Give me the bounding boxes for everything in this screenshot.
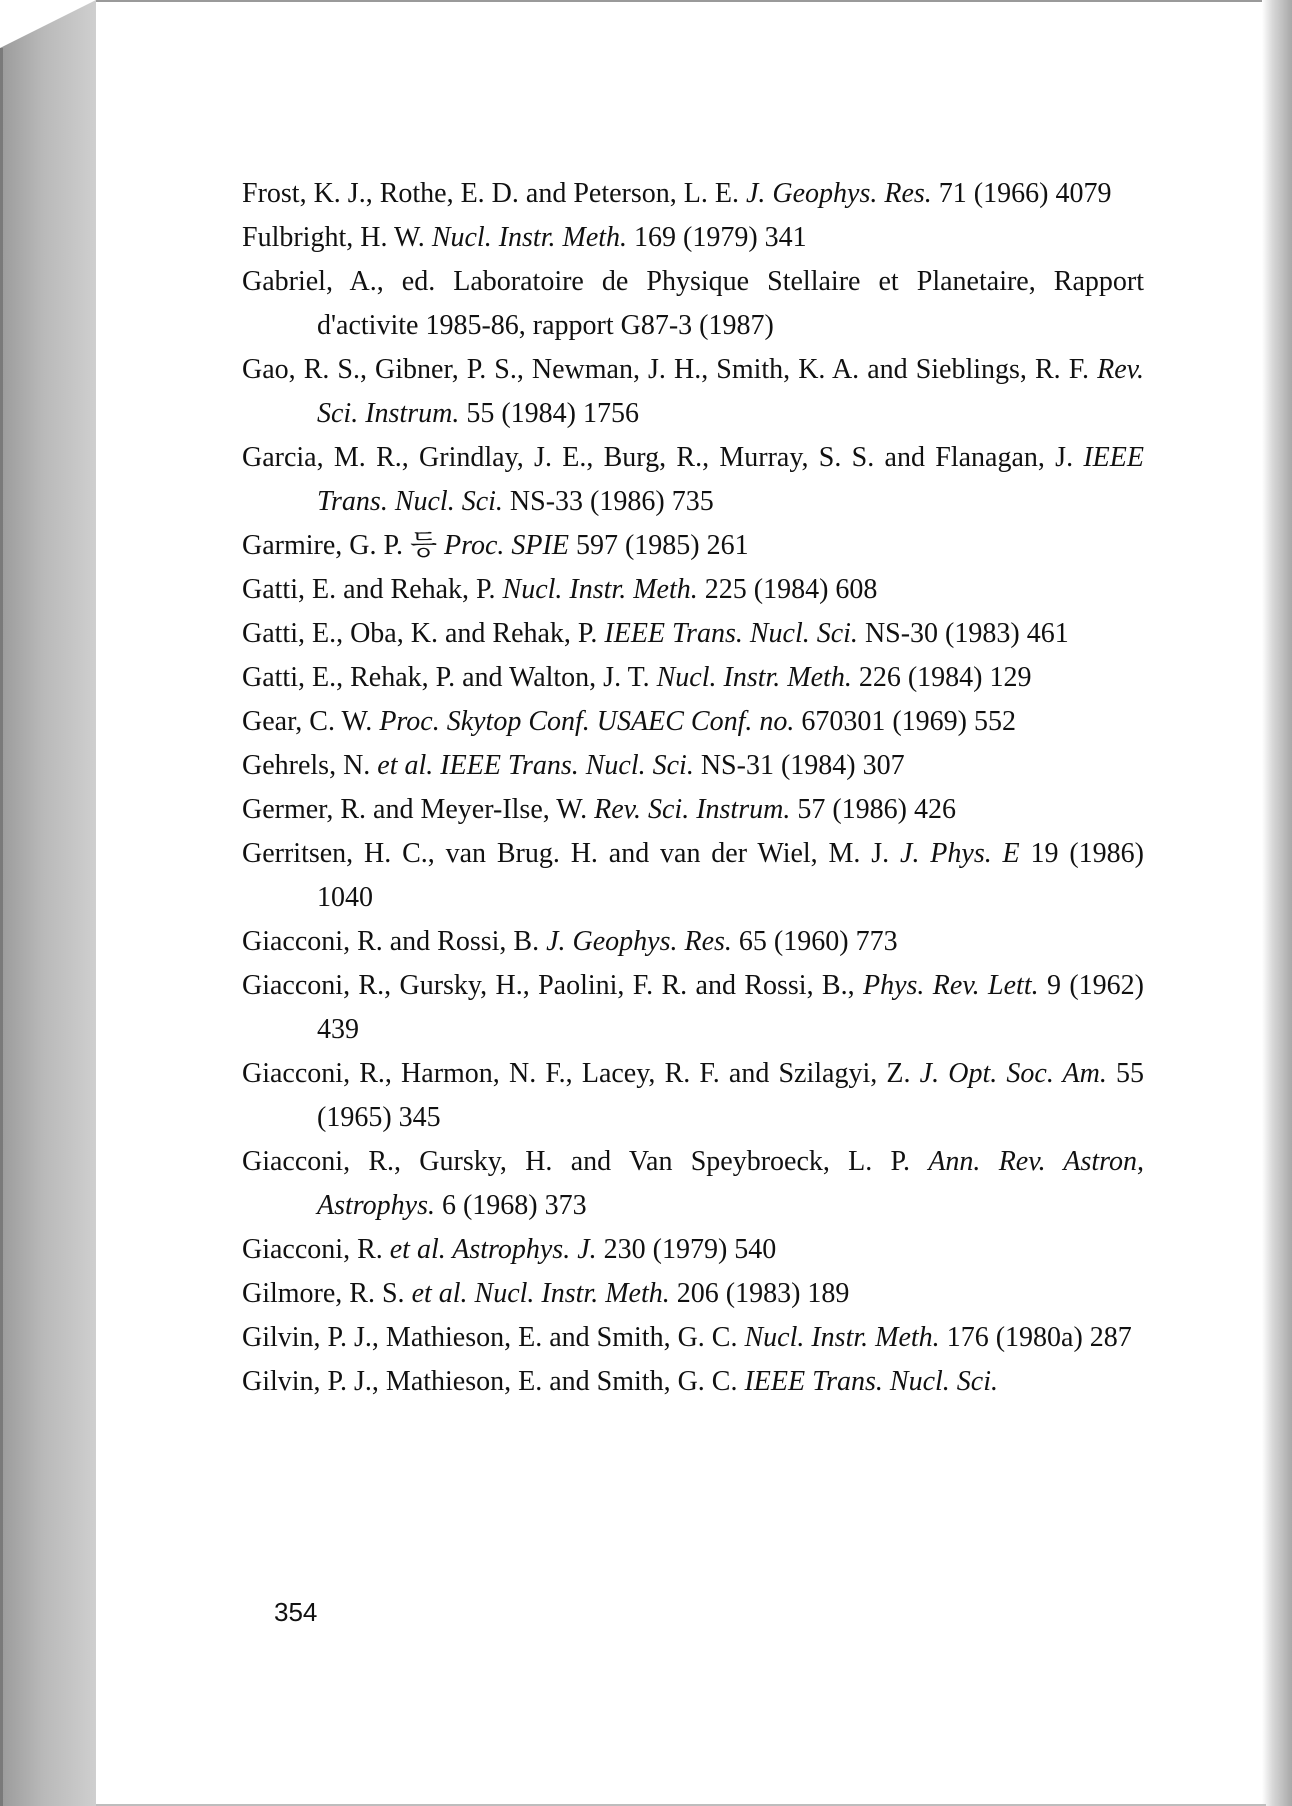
journal-title: Rev. Sci. Instrum. (594, 794, 791, 825)
reference-text: 176 (1980a) 287 (939, 1322, 1132, 1353)
reference-text: 6 (1968) 373 (434, 1190, 587, 1221)
reference-text: Giacconi, R., Gursky, H., Paolini, F. R. and Rossi, B., (242, 970, 863, 1001)
journal-title: Proc. SPIE (444, 530, 569, 561)
journal-title: et al. Astrophys. J. (389, 1234, 597, 1265)
journal-title: IEEE Trans. Nucl. Sci. (317, 442, 1144, 517)
reference-text: 57 (1986) 426 (790, 794, 956, 825)
reference-entry (242, 172, 1144, 216)
reference-entry (242, 700, 1144, 744)
reference-entry (242, 1052, 1144, 1140)
reference-text: Gilmore, R. S. (242, 1278, 412, 1309)
reference-text: Gatti, E., Oba, K. and Rehak, P. (242, 618, 605, 649)
reference-entry (242, 1316, 1144, 1360)
journal-title: J. Opt. Soc. Am. (919, 1058, 1107, 1089)
reference-entry (242, 612, 1144, 656)
reference-entry (242, 568, 1144, 612)
reference-text: Gilvin, P. J., Mathieson, E. and Smith, G. C. (242, 1366, 745, 1397)
reference-entry (242, 1360, 1144, 1404)
page-top-edge (96, 0, 1266, 2)
reference-entry (242, 656, 1144, 700)
reference-text: 55 (1965) 345 (317, 1058, 1144, 1133)
reference-entry (242, 920, 1144, 964)
journal-title: Phys. Rev. Lett. (862, 970, 1039, 1001)
reference-text: 206 (1983) 189 (669, 1278, 850, 1309)
reference-text: NS-31 (1984) 307 (693, 750, 905, 781)
reference-text: Gerritsen, H. C., van Brug. H. and van der Wiel, M. J. (242, 838, 901, 869)
reference-text: Giacconi, R., Gursky, H. and Van Speybroeck, L. P. (242, 1146, 929, 1177)
reference-text: Fulbright, H. W. (242, 222, 432, 253)
reference-entry (242, 744, 1144, 788)
reference-entry (242, 216, 1144, 260)
reference-list (242, 172, 1144, 1404)
journal-title: J. Geophys. Res. (546, 926, 732, 957)
journal-title: J. Phys. E (900, 838, 1020, 869)
journal-title: et al. IEEE Trans. Nucl. Sci. (377, 750, 694, 781)
journal-title: Nucl. Instr. Meth. (431, 222, 628, 253)
reference-text: Frost, K. J., Rothe, E. D. and Peterson, L. E. (242, 178, 746, 209)
reference-text: Gehrels, N. (242, 750, 378, 781)
reference-text: 71 (1966) 4079 (931, 178, 1112, 209)
reference-entry (242, 964, 1144, 1052)
journal-title: Proc. Skytop Conf. USAEC Conf. no. (379, 706, 795, 737)
reference-entry (242, 788, 1144, 832)
reference-text: 230 (1979) 540 (596, 1234, 777, 1265)
journal-title: Nucl. Instr. Meth. (744, 1322, 940, 1353)
reference-text: 670301 (1969) 552 (794, 706, 1017, 737)
journal-title: Rev. Sci. Instrum. (317, 354, 1144, 429)
reference-text: Garcia, M. R., Grindlay, J. E., Burg, R., Murray, S. S. and Flanagan, J. (242, 442, 1084, 473)
reference-text: Germer, R. and Meyer-Ilse, W. (242, 794, 595, 825)
reference-text: Gilvin, P. J., Mathieson, E. and Smith, G. C. (242, 1322, 745, 1353)
reference-text: 225 (1984) 608 (697, 574, 878, 605)
reference-entry (242, 1140, 1144, 1228)
reference-entry (242, 524, 1144, 568)
reference-text: NS-30 (1983) 461 (857, 618, 1069, 649)
reference-text: Giacconi, R. (242, 1234, 390, 1265)
journal-title: Nucl. Instr. Meth. (502, 574, 698, 605)
reference-text: Giacconi, R., Harmon, N. F., Lacey, R. F. and Szilagyi, Z. (242, 1058, 920, 1089)
reference-entry (242, 832, 1144, 920)
reference-entry (242, 436, 1144, 524)
reference-text: Gear, C. W. (242, 706, 380, 737)
reference-text: Garmire, G. P. 등 (242, 530, 445, 561)
reference-text: 169 (1979) 341 (627, 222, 807, 253)
reference-text: Gatti, E., Rehak, P. and Walton, J. T. (242, 662, 657, 693)
reference-text: Gabriel, A., ed. Laboratoire de Physique Stellaire et Planetaire, Rapport d'activite 1985-86, rapport G87-3 (1987) (242, 266, 1144, 341)
book-spine (0, 0, 96, 1806)
journal-title: Ann. Rev. Astron, Astrophys. (317, 1146, 1144, 1221)
reference-text: 9 (1962) 439 (317, 970, 1144, 1045)
journal-title: IEEE Trans. Nucl. Sci. (604, 618, 858, 649)
page-right-shadow (1262, 0, 1292, 1806)
reference-text: 226 (1984) 129 (851, 662, 1032, 693)
reference-text: Gao, R. S., Gibner, P. S., Newman, J. H., Smith, K. A. and Sieblings, R. F. (242, 354, 1098, 385)
reference-entry (242, 260, 1144, 348)
journal-title: Nucl. Instr. Meth. (656, 662, 852, 693)
reference-text: 65 (1960) 773 (731, 926, 898, 957)
reference-text: Gatti, E. and Rehak, P. (242, 574, 503, 605)
journal-title: IEEE Trans. Nucl. Sci. (744, 1366, 999, 1397)
reference-entry (242, 1228, 1144, 1272)
reference-text: Giacconi, R. and Rossi, B. (242, 926, 547, 957)
journal-title: J. Geophys. Res. (745, 178, 932, 209)
reference-text: 55 (1984) 1756 (459, 398, 639, 429)
spine-edge (0, 48, 3, 1806)
reference-entry (242, 348, 1144, 436)
reference-text: 597 (1985) 261 (568, 530, 749, 561)
reference-text: NS-33 (1986) 735 (502, 486, 714, 517)
journal-title: et al. Nucl. Instr. Meth. (411, 1278, 670, 1309)
reference-entry (242, 1272, 1144, 1316)
page-number: 354 (274, 1597, 318, 1627)
reference-text: 19 (1986) 1040 (317, 838, 1144, 913)
